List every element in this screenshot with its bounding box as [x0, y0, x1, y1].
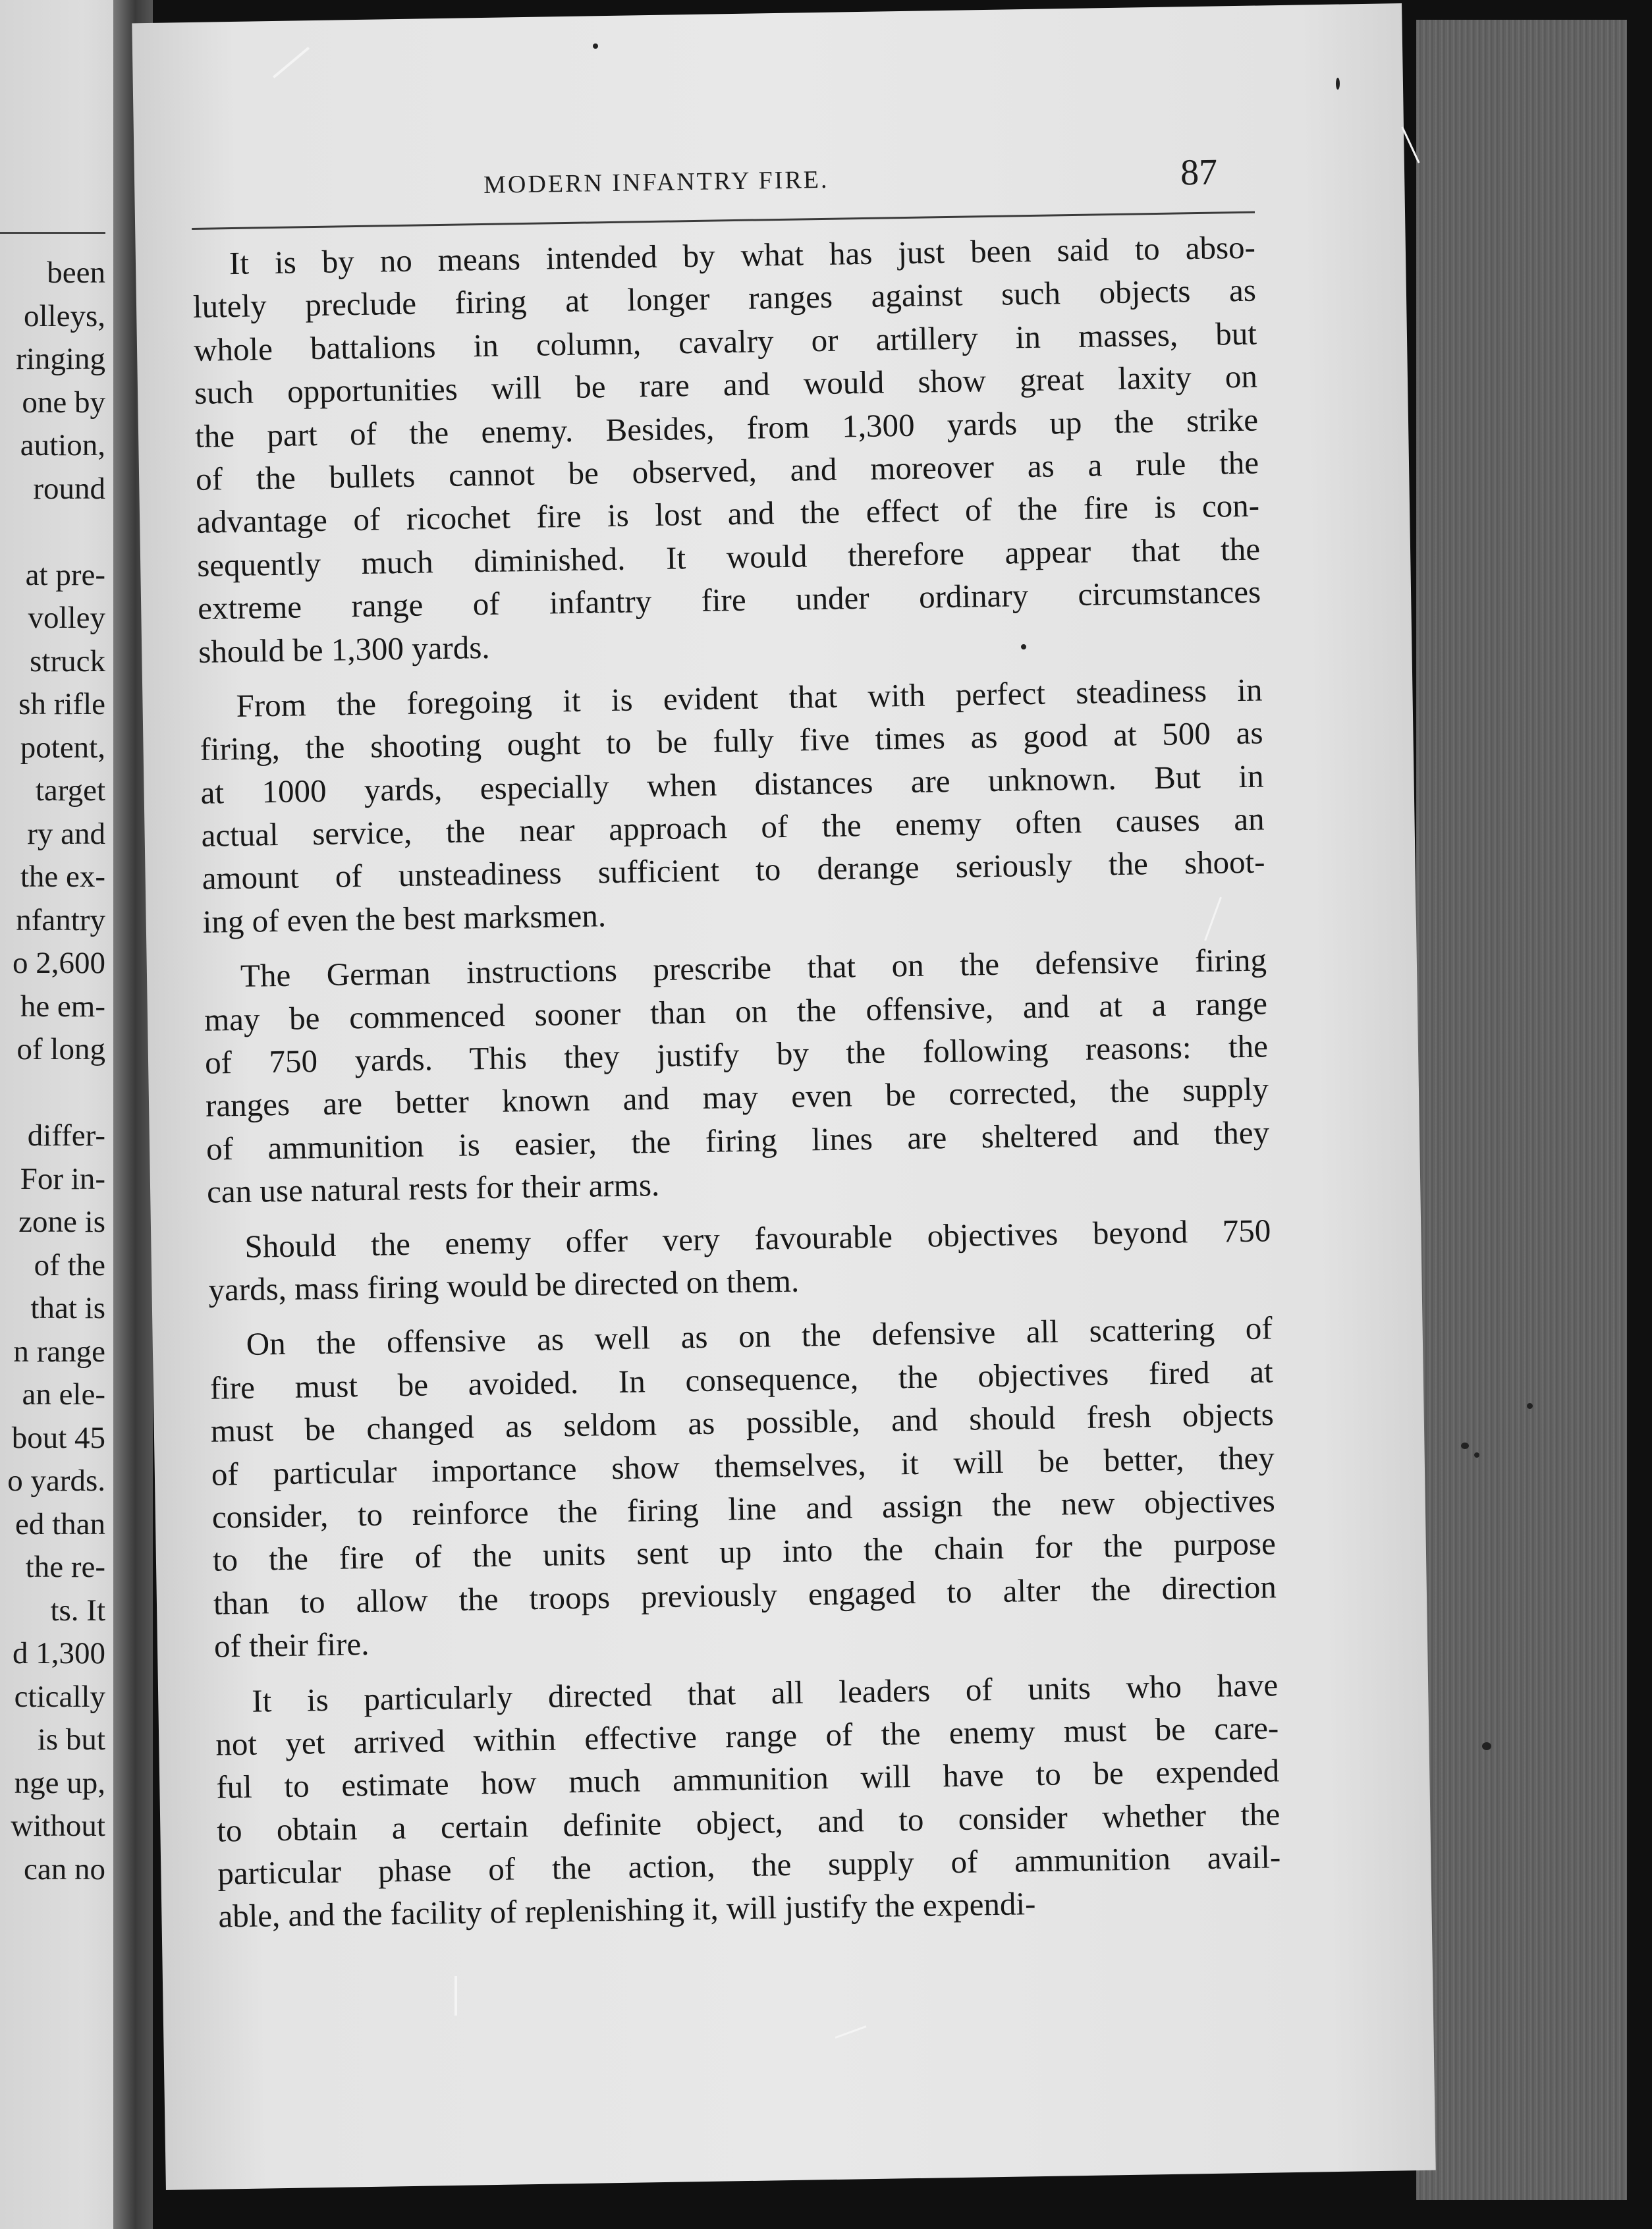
previous-page-line: is but [37, 1722, 105, 1757]
text-line: fire must be avoided. In consequence, the objectives fired at [209, 1353, 1274, 1406]
previous-page-line: volley [28, 601, 105, 635]
text-line: such opportunities will be rare and would show great laxity on [194, 358, 1258, 412]
previous-page-line: can no [24, 1852, 105, 1886]
previous-page-line: an ele- [22, 1377, 105, 1412]
text-line: particular phase of the action, the supply of ammunition avail- [217, 1838, 1281, 1892]
text-line: than to allow the troops previously engaged to alter the direction [213, 1568, 1277, 1622]
paragraph [215, 1663, 1282, 1939]
text-line: of 750 yards. This they justify by the following reasons: the [204, 1028, 1269, 1081]
dust-speck [1527, 1403, 1533, 1409]
previous-page-line: the ex- [20, 860, 105, 894]
previous-page-line: bout 45 [11, 1420, 105, 1455]
previous-page-line: round [33, 471, 105, 506]
previous-page-rule [0, 232, 105, 234]
text-line: the part of the enemy. Besides, from 1,300 yards up the strike [194, 401, 1259, 454]
text-line: at 1000 yards, especially when distances are unknown. But in [200, 757, 1264, 811]
text-line: to the fire of the units sent up into the chain for the purpose [212, 1525, 1277, 1579]
text-line: sequently much diminished. It would therefore appear that the [196, 530, 1261, 584]
previous-page-line: n range [13, 1334, 105, 1369]
text-line: lutely preclude firing at longer ranges against such objects as [192, 271, 1257, 325]
scan-scratch [454, 1976, 457, 2016]
text-line: extreme range of infantry fire under ordinary circumstances [197, 573, 1261, 627]
previous-page-line: without [11, 1809, 105, 1843]
previous-page-line: zone is [18, 1205, 105, 1239]
previous-page-line: nge up, [14, 1765, 105, 1800]
text-line: actual service, the near approach of the enemy often causes an [201, 800, 1265, 854]
text-line: It is by no means intended by what has just been said to abso- [229, 229, 1256, 282]
previous-page-line: he em- [20, 989, 105, 1024]
text-line: On the offensive as well as on the defensive all scattering of [246, 1309, 1273, 1363]
previous-page-line: sh rifle [18, 687, 105, 721]
dust-speck [1482, 1742, 1491, 1750]
text-line: It is particularly directed that all leaders of units who have [251, 1666, 1279, 1719]
text-line: may be commenced sooner than on the offensive, and at a range [204, 985, 1268, 1038]
previous-page-line: ry and [27, 816, 105, 851]
dust-speck [1461, 1443, 1469, 1449]
book-page [132, 3, 1435, 2190]
body-text [192, 226, 1282, 1950]
text-line: should be 1,300 yards. [198, 628, 490, 670]
previous-page-line: target [35, 773, 105, 808]
text-line: not yet arrived within effective range of the enemy must be care- [215, 1709, 1279, 1763]
previous-page-line: o yards. [7, 1464, 105, 1498]
previous-page-line: at pre- [25, 557, 105, 592]
previous-page-line: ctically [14, 1679, 105, 1714]
previous-page-line: differ- [27, 1118, 105, 1153]
text-line: ful to estimate how much ammunition will have to be expended [215, 1752, 1280, 1805]
dust-speck [593, 43, 598, 49]
previous-page-line [0, 510, 105, 554]
previous-page-line: of long [16, 1032, 105, 1066]
text-line: Should the enemy offer very favourable objectives beyond 750 [244, 1212, 1271, 1265]
paragraph [209, 1307, 1277, 1668]
previous-page-line: For in- [20, 1161, 105, 1196]
text-line: of their fire. [213, 1626, 370, 1665]
text-line: to obtain a certain definite object, and to consider whether the [216, 1795, 1280, 1849]
text-line: of the bullets cannot be observed, and moreover as a rule the [195, 444, 1259, 497]
previous-page-line: struck [30, 644, 105, 678]
page-header [134, 151, 1405, 215]
previous-page-line: aution, [20, 428, 105, 462]
previous-page-text [0, 252, 105, 1891]
previous-page-line: of the [34, 1248, 105, 1282]
running-head: MODERN INFANTRY FIRE. [483, 165, 829, 199]
previous-page-line: ringing [16, 342, 105, 376]
text-line: of particular importance show themselves, it will be better, they [211, 1439, 1275, 1493]
text-line: whole battalions in column, cavalry or artillery in masses, but [193, 315, 1257, 368]
text-line: yards, mass firing would be directed on them. [208, 1262, 800, 1308]
dust-speck [1336, 78, 1340, 90]
previous-page-line: ts. It [50, 1593, 105, 1628]
previous-page-line: that is [30, 1291, 105, 1325]
previous-page-line: nfantry [16, 902, 105, 937]
text-line: ing of even the best marksmen. [202, 897, 607, 940]
paragraph [199, 668, 1266, 943]
previous-page-line: o 2,600 [13, 946, 105, 980]
text-line: firing, the shooting ought to be fully five times as good at 500 as [200, 714, 1263, 768]
dust-speck [1474, 1452, 1479, 1458]
header-rule [192, 211, 1255, 230]
text-line: From the foregoing it is evident that with perfect steadiness in [236, 671, 1263, 724]
paragraph [207, 1209, 1272, 1311]
text-line: The German instructions prescribe that on the defensive firing [240, 941, 1267, 995]
previous-page-line: d 1,300 [13, 1636, 105, 1670]
previous-page-line [0, 1072, 105, 1115]
previous-page-line: been [47, 256, 105, 290]
text-line: of ammunition is easier, the firing lines are sheltered and they [206, 1114, 1270, 1167]
paragraph [192, 226, 1262, 673]
previous-page-line: olleys, [23, 298, 105, 333]
paragraph [204, 939, 1271, 1214]
page-number: 87 [1180, 151, 1218, 194]
dust-speck [1021, 644, 1026, 649]
text-line: can use natural rests for their arms. [206, 1167, 660, 1210]
page-fore-edge [1416, 20, 1627, 2200]
text-line: able, and the facility of replenishing it, will justify the expendi- [218, 1885, 1036, 1935]
previous-page-line: the re- [25, 1550, 105, 1584]
previous-page-line: ed than [14, 1506, 105, 1541]
text-line: must be changed as seldom as possible, and should fresh objects [210, 1396, 1275, 1449]
previous-page-line: potent, [20, 730, 105, 765]
text-line: amount of unsteadiness sufficient to derange seriously the shoot- [202, 843, 1265, 897]
text-line: ranges are better known and may even be corrected, the supply [205, 1070, 1269, 1124]
text-line: consider, to reinforce the firing line and assign the new objectives [211, 1482, 1276, 1535]
text-line: advantage of ricochet fire is lost and the effect of the fire is con- [196, 487, 1260, 541]
previous-page-line: one by [22, 385, 105, 420]
